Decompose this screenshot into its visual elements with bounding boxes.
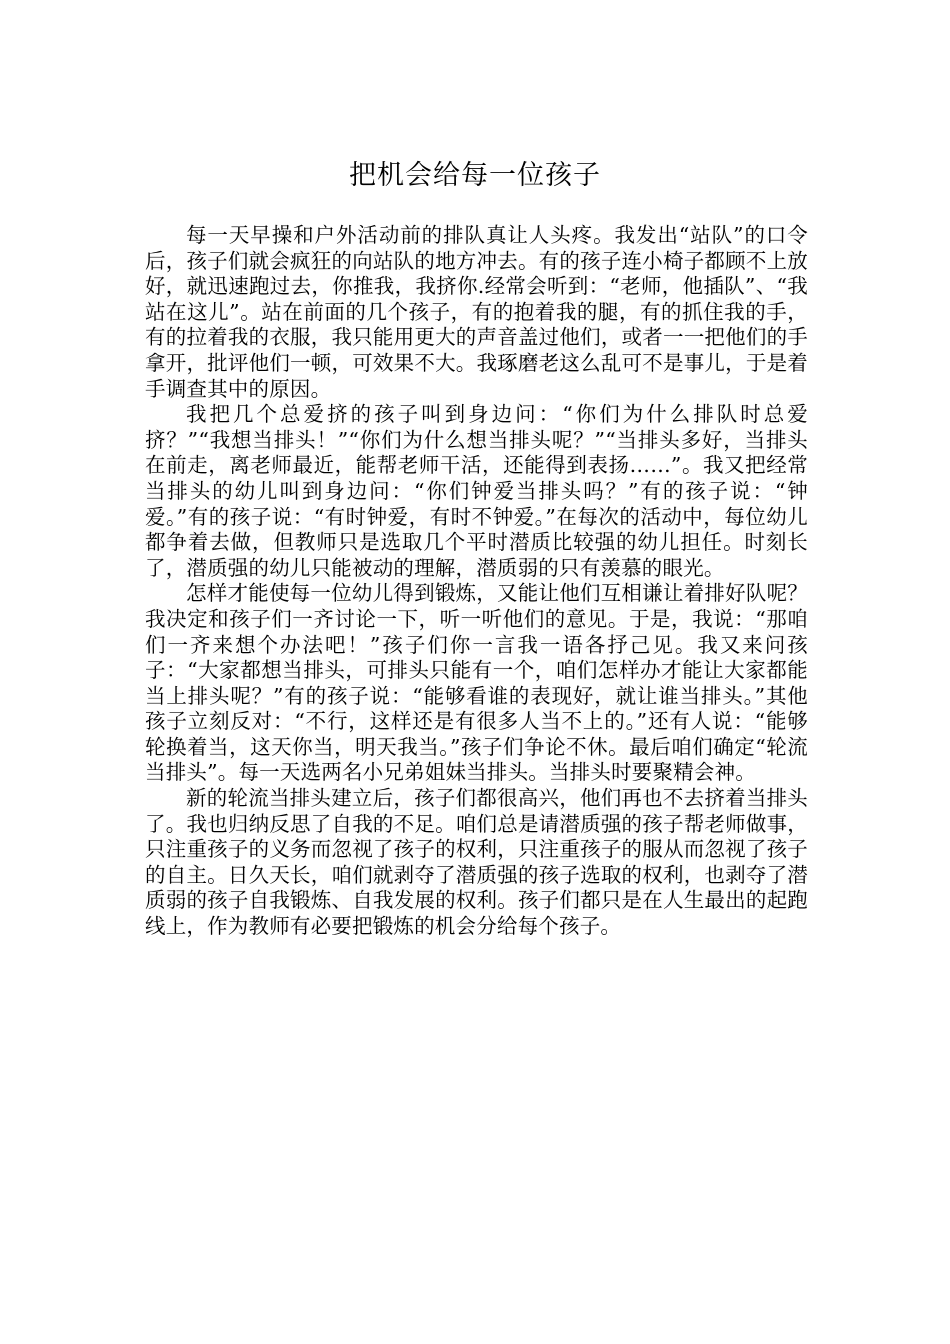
document-title: 把机会给每一位孩子 [349, 160, 601, 191]
paragraph-2: 我把几个总爱挤的孩子叫到身边问：“你们为什么排队时总爱挤？”“我想当排头！”“你们为什么想当排头呢？”“当排头多好，当排头在前走，离老师最近，能帮老师干活，还能得到表扬……”。我又把经常当排头的幼儿叫到身边问：“你们钟爱当排头吗？”有的孩子说：“钟爱。”有的孩子说：“有时钟爱，有时不钟爱。”在每次的活动中，每位幼儿都争着去做，但教师只是选取几个平时潜质比较强的幼儿担任。时刻长了，潜质强的幼儿只能被动的理解，潜质弱的只有羡慕的眼光。 [145, 402, 808, 580]
paragraph-4: 新的轮流当排头建立后，孩子们都很高兴，他们再也不去挤着当排头了。我也归纳反思了自我的不足。咱们总是请潜质强的孩子帮老师做事，只注重孩子的义务而忽视了孩子的权利，只注重孩子的服从而忽视了孩子的自主。日久天长，咱们就剥夺了潜质强的孩子选取的权利，也剥夺了潜质弱的孩子自我锻炼、自我发展的权利。孩子们都只是在人生最出的起跑线上，作为教师有必要把锻炼的机会分给每个孩子。 [145, 786, 808, 939]
paragraph-1: 每一天早操和户外活动前的排队真让人头疼。我发出“站队”的口令后，孩子们就会疯狂的向站队的地方冲去。有的孩子连小椅子都顾不上放好，就迅速跑过去，你推我，我挤你.经常会听到：“老师，他插队”、“我站在这儿”。站在前面的几个孩子，有的抱着我的腿，有的抓住我的手，有的拉着我的衣服，我只能用更大的声音盖过他们，或者一一把他们的手拿开，批评他们一顿，可效果不大。我琢磨老这么乱可不是事儿，于是着手调查其中的原因。 [145, 223, 808, 401]
paragraph-3: 怎样才能使每一位幼儿得到锻炼，又能让他们互相谦让着排好队呢？我决定和孩子们一齐讨论一下，听一听他们的意见。于是，我说：“那咱们一齐来想个办法吧！”孩子们你一言我一语各抒己见。我又来问孩子：“大家都想当排头，可排头只能有一个，咱们怎样办才能让大家都能当上排头呢？”有的孩子说：“能够看谁的表现好，就让谁当排头。”其他孩子立刻反对：“不行，这样还是有很多人当不上的。”还有人说：“能够轮换着当，这天你当，明天我当。”孩子们争论不休。最后咱们确定“轮流当排头”。每一天选两名小兄弟姐妹当排头。当排头时要聚精会神。 [145, 581, 808, 785]
document-body [145, 223, 808, 940]
